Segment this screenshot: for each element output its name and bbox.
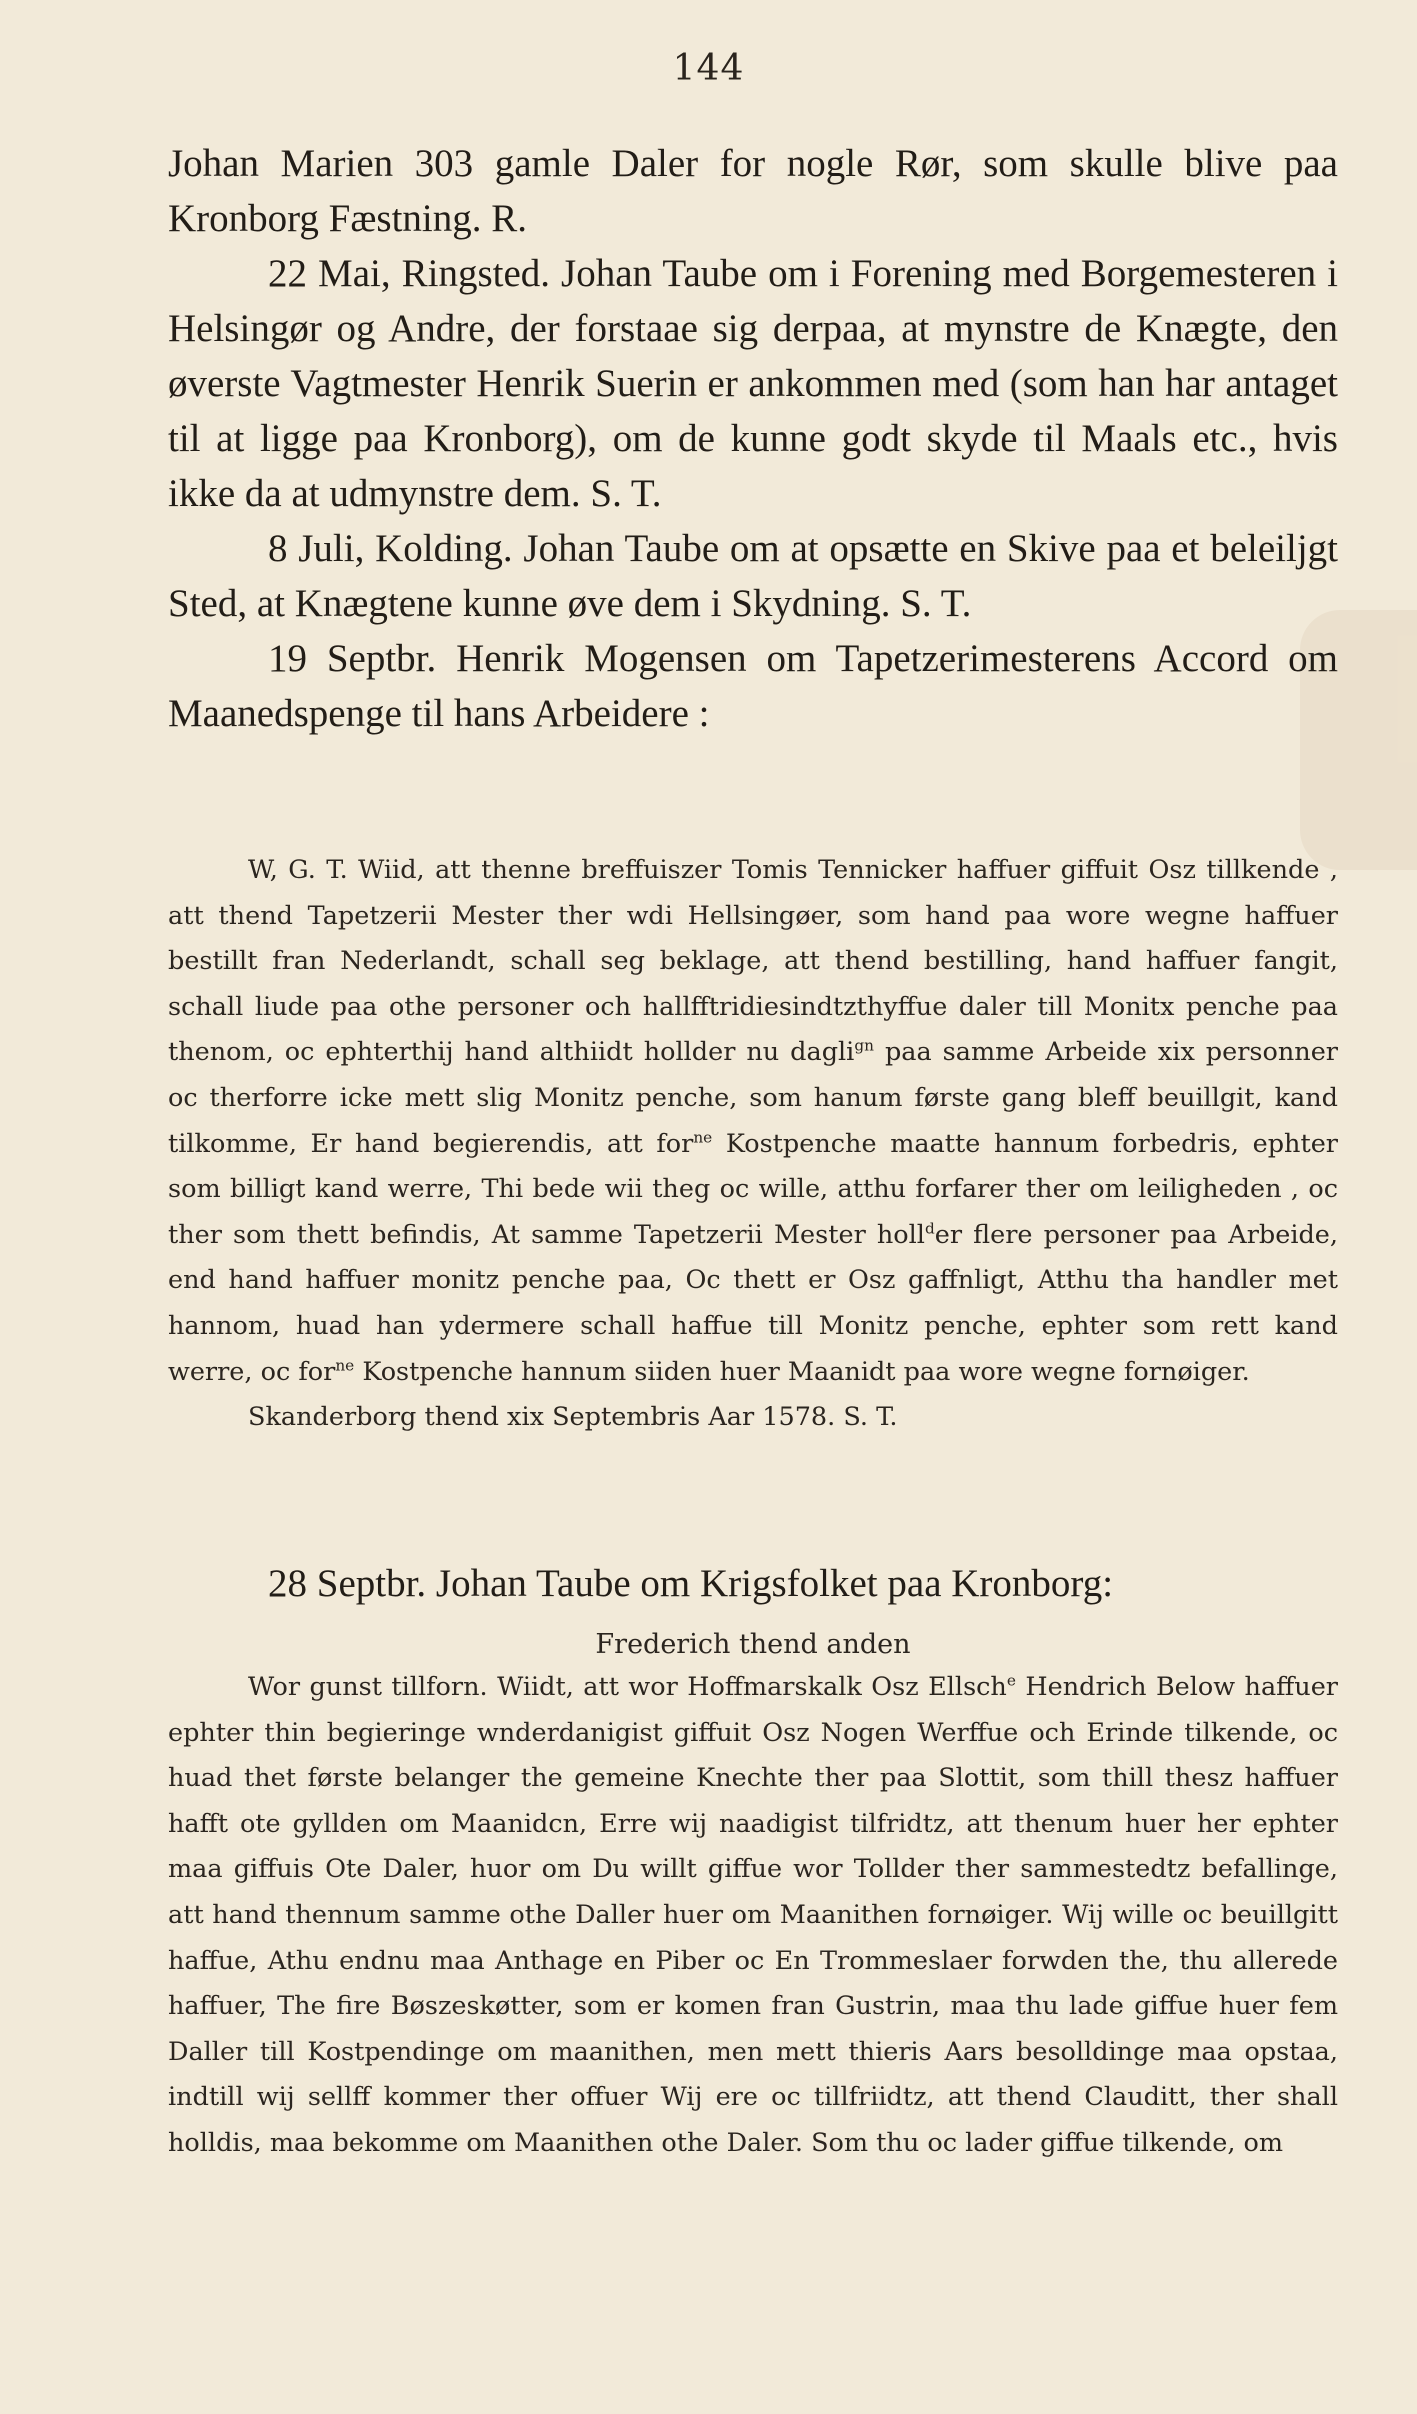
entry-paragraph-1: Johan Marien 303 gamle Daler for nogle Rør, som skulle blive paa Kronborg Fæstning. R. xyxy=(168,142,1338,240)
quote1-text-b: paa samme Arbeide xix personner oc therforre icke mett slig Monitz penche, som hanum første gang bleff beuillgit, kand tilkomme, Er hand begierendis, att for xyxy=(168,1037,1338,1159)
letter-quote-2-body xyxy=(168,1665,1338,2167)
letter-quote-1-signature: Skanderborg thend xix Septembris Aar 1578. S. T. xyxy=(248,1402,898,1433)
entry-paragraph-2: 22 Mai, Ringsted. Johan Taube om i Forening med Borgemesteren i Helsingør og Andre, der forstaae sig derpaa, at mynstre de Knægte, den øverste Vagtmester Henrik Suerin er ankommen med (som han har antaget til at ligge paa Kronborg), om de kunne godt skyde til Maals etc., hvis ikke da at udmynstre dem. S. T. xyxy=(168,252,1338,515)
quote1-sup-3: d xyxy=(924,1219,935,1238)
quote1-sup-2: ne xyxy=(693,1128,713,1147)
page-number: 144 xyxy=(672,48,745,89)
quote1-text-a: W, G. T. Wiid, att thenne breffuiszer Tomis Tennicker haffuer giffuit Osz tillkende , att thend Tapetzerii Mester ther wdi Hellsingøer, som hand paa wore wegne haffuer bestillt fran Nederlandt, schall seg beklage, att thend bestilling, hand haffuer fangit, schall liude paa othe personer och hallfftridiesindtzthyffue daler till Monitx penche paa thenom, oc ephterthij hand althiidt hollder nu dagli xyxy=(168,855,1338,1068)
entry-paragraph-5: 28 Septbr. Johan Taube om Krigsfolket paa Kronborg: xyxy=(268,1562,1114,1605)
entries-section xyxy=(168,136,1338,741)
quote1-text-d: er flere personer paa Arbeide, end hand haffuer monitz penche paa, Oc thett er Osz gaffnligt, Atthu tha handler met hannom, huad han ydermere schall haffue till Monitz penche, ephter som rett kand werre, oc for xyxy=(168,1219,1338,1387)
quote1-text-e: Kostpenche hannum siiden huer Maanidt paa wore wegne fornøiger. xyxy=(354,1356,1250,1387)
quote1-sup-4: ne xyxy=(335,1356,355,1375)
quote1-text-c: Kostpenche maatte hannum forbedris, ephter som billigt kand werre, Thi bede wii theg oc wille, atthu forfarer ther om leiligheden , oc ther som thett befindis, At samme Tapetzerii Mester holl xyxy=(168,1128,1338,1250)
letter-quote-2 xyxy=(168,1665,1338,2167)
quote2-text-a: Wor gunst tillforn. Wiidt, att wor Hoffmarskalk Osz Ellsch xyxy=(248,1672,1007,1702)
letter-quote-1 xyxy=(168,848,1338,1441)
entry-paragraph-3: 8 Juli, Kolding. Johan Taube om at opsætte en Skive paa et beleiljgt Sted, at Knægtene kunne øve dem i Skydning. S. T. xyxy=(168,527,1338,625)
letter-quote-1-body xyxy=(168,848,1338,1395)
entry-paragraph-4: 19 Septbr. Henrik Mogensen om Tapetzerimesterens Accord om Maanedspenge til hans Arbeidere : xyxy=(168,637,1338,735)
quote2-sup-1: e xyxy=(1006,1671,1016,1690)
quote2-text-b: Hendrich Below haffuer ephter thin begieringe wnderdanigist giffuit Osz Nogen Werffue och Erinde tilkende, oc huad thet første belanger the gemeine Knechte ther paa Slottit, som thill thesz haffuer hafft ote gyllden om Maanidcn, Erre wij naadigist tilfridtz, att thenum huer her ephter maa giffuis Ote Daler, huor om Du willt giffue wor Tollder ther sammestedtz befallinge, att hand thennum samme othe Daller huer om Maanithen fornøiger. Wij wille oc beuillgitt haffue, Athu endnu maa Anthage en Piber oc En Trommeslaer forwden the, thu allerede haffuer, The fire Bøszeskøtter, som er komen fran Gustrin, maa thu lade giffue huer fem Daller till Kostpendinge om maanithen, men mett thieris Aars besolldinge maa opstaa, indtill wij sellff kommer ther offuer Wij ere oc tillfriidtz, att thend Clauditt, ther shall holldis, maa bekomme om Maanithen othe Daler. Som thu oc lader giffue tilkende, om xyxy=(168,1672,1338,2158)
quote1-sup-1: gn xyxy=(854,1036,874,1055)
letter-salutation: Frederich thend anden xyxy=(595,1629,911,1660)
